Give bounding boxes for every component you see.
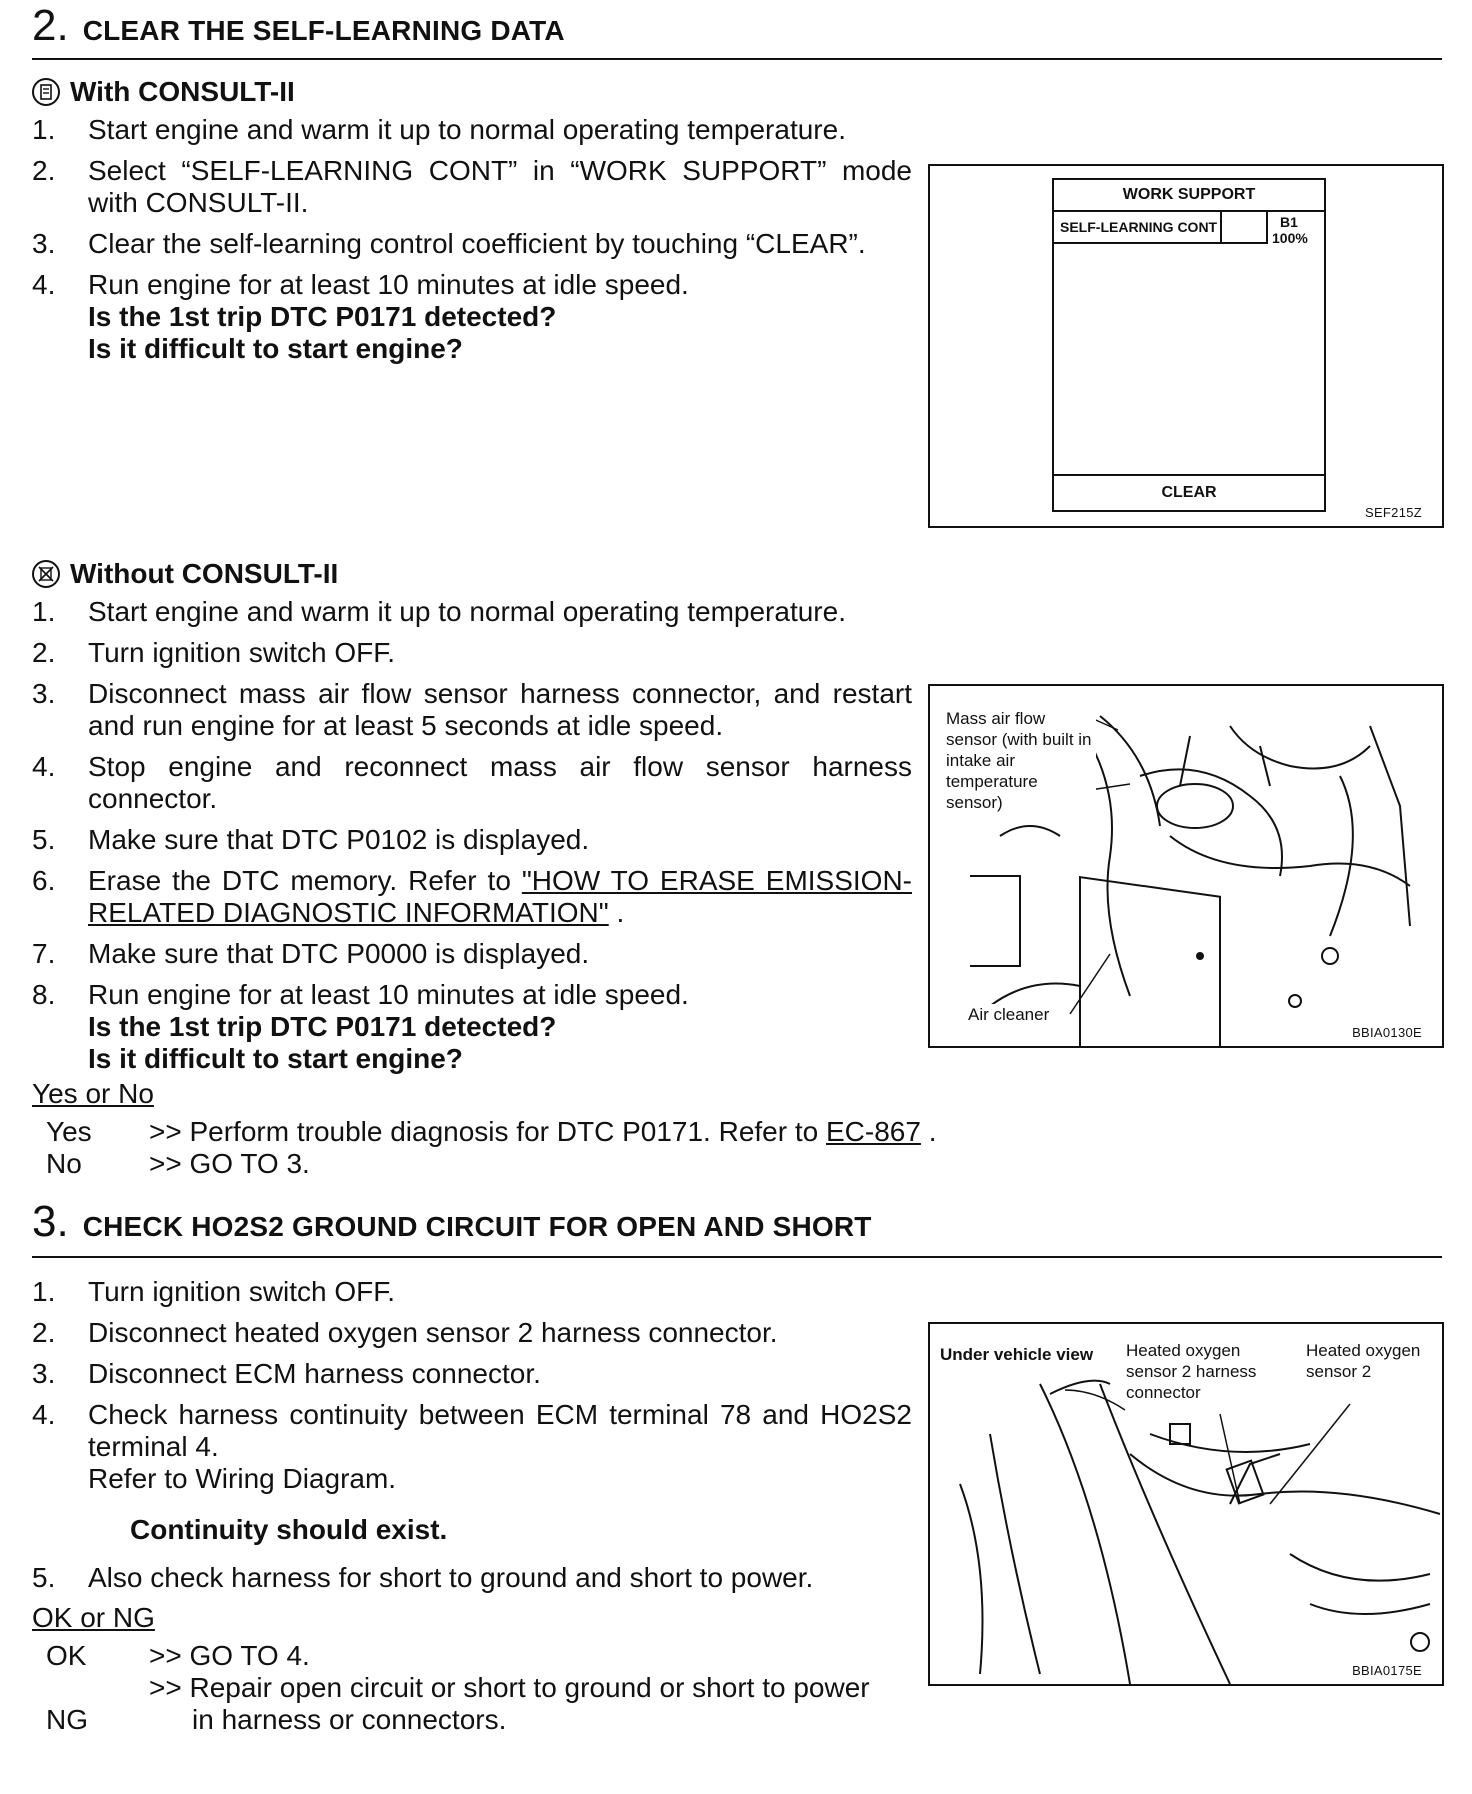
list-item: 1. Start engine and warm it up to normal operating temperature. <box>32 114 846 145</box>
result-label: Yes or No <box>32 1078 154 1109</box>
section-number: 2. <box>32 1 69 50</box>
section-number: 3. <box>32 1197 69 1246</box>
bank-label: B1 <box>1280 214 1298 230</box>
result-ok: OK >> GO TO 4. <box>46 1640 310 1671</box>
section-3-header <box>32 1197 1442 1258</box>
list-item: 2. Turn ignition switch OFF. <box>32 637 396 668</box>
result-label: OK or NG <box>32 1602 155 1633</box>
screen-row <box>1054 212 1324 244</box>
question: Is it difficult to start engine? <box>88 1043 463 1074</box>
row-label: SELF-LEARNING CONT <box>1054 212 1222 244</box>
list-item: 5. Make sure that DTC P0102 is displayed. <box>32 824 590 855</box>
question: Is it difficult to start engine? <box>88 333 463 364</box>
row-cell <box>1222 212 1268 244</box>
connector-callout: Heated oxygen sensor 2 harness connector <box>1126 1340 1296 1403</box>
subheading-label: Without CONSULT-II <box>70 558 339 589</box>
clear-button: CLEAR <box>1054 474 1324 510</box>
section-2-header <box>32 1 1442 60</box>
continuity-spec: Continuity should exist. <box>130 1514 448 1545</box>
list-item: 1. Turn ignition switch OFF. <box>32 1276 396 1307</box>
list-item: 3. Disconnect ECM harness connector. <box>32 1358 541 1389</box>
subheading-label: With CONSULT-II <box>70 76 295 107</box>
result-no: No >> GO TO 3. <box>46 1148 310 1179</box>
section-title: CHECK HO2S2 GROUND CIRCUIT FOR OPEN AND SHORT <box>82 1211 872 1242</box>
with-consult-steps <box>32 114 912 374</box>
result-ng: NG>> Repair open circuit or short to ground or short to power in harness or connectors. <box>46 1672 870 1735</box>
ec-867-link[interactable]: EC-867 <box>826 1116 921 1147</box>
list-item: 6. Erase the DTC memory. Refer to "HOW TO ERASE EMISSION-RELATED DIAGNOSTIC INFORMATION" . <box>32 865 913 928</box>
without-consult-heading <box>32 558 338 590</box>
value-label: 100% <box>1272 230 1308 246</box>
section-title: CLEAR THE SELF-LEARNING DATA <box>82 15 565 46</box>
consult-screen <box>1052 178 1326 512</box>
maf-sensor-callout: Mass air flow sensor (with built in intake air temperature sensor) <box>946 708 1096 813</box>
maf-sensor-figure <box>928 684 1444 1048</box>
work-support-figure <box>928 164 1444 528</box>
sensor-callout: Heated oxygen sensor 2 <box>1306 1340 1442 1382</box>
erase-dtc-link[interactable]: "HOW TO ERASE EMISSION-RELATED DIAGNOSTIC INFORMATION" <box>88 865 913 928</box>
question: Is the 1st trip DTC P0171 detected? <box>88 301 557 332</box>
no-consult-icon <box>32 560 60 588</box>
consult-icon <box>32 78 60 106</box>
air-cleaner-callout: Air cleaner <box>968 1005 1050 1024</box>
list-item: 2. Disconnect heated oxygen sensor 2 harness connector. <box>32 1317 778 1348</box>
list-item: 7. Make sure that DTC P0000 is displayed. <box>32 938 590 969</box>
list-item: 8. Run engine for at least 10 minutes at idle speed. Is the 1st trip DTC P0171 detected? Is it difficult to start engine? <box>32 979 912 1075</box>
question: Is the 1st trip DTC P0171 detected? <box>88 1011 557 1042</box>
list-item: 4. Run engine for at least 10 minutes at idle speed. Is the 1st trip DTC P0171 detected? Is it difficult to start engine? <box>32 269 912 365</box>
figure-code: BBIA0175E <box>1352 1663 1422 1678</box>
list-item: 4. Check harness continuity between ECM terminal 78 and HO2S2 terminal 4. Refer to Wiring Diagram. <box>32 1399 912 1494</box>
screen-header: WORK SUPPORT <box>1054 180 1324 212</box>
section-3-steps <box>32 1276 912 1504</box>
list-item: 2. Select “SELF-LEARNING CONT” in “WORK SUPPORT” mode with CONSULT-II. <box>32 155 912 218</box>
result-yes: Yes >> Perform trouble diagnosis for DTC P0171. Refer to EC-867 . <box>46 1116 937 1147</box>
figure-code: SEF215Z <box>1364 505 1422 520</box>
list-item: 3. Disconnect mass air flow sensor harness connector, and restart and run engine for at least 5 seconds at idle speed. <box>32 678 912 741</box>
view-label: Under vehicle view <box>940 1345 1094 1364</box>
list-item: 1. Start engine and warm it up to normal operating temperature. <box>32 596 846 627</box>
ho2s2-figure <box>928 1322 1444 1686</box>
list-item: 4. Stop engine and reconnect mass air flow sensor harness connector. <box>32 751 912 814</box>
list-item: 3. Clear the self-learning control coefficient by touching “CLEAR”. <box>32 228 866 259</box>
with-consult-heading <box>32 76 295 108</box>
list-item: 5. Also check harness for short to ground and short to power. <box>32 1562 814 1593</box>
without-consult-steps <box>32 596 912 1084</box>
figure-code: BBIA0130E <box>1352 1025 1422 1040</box>
